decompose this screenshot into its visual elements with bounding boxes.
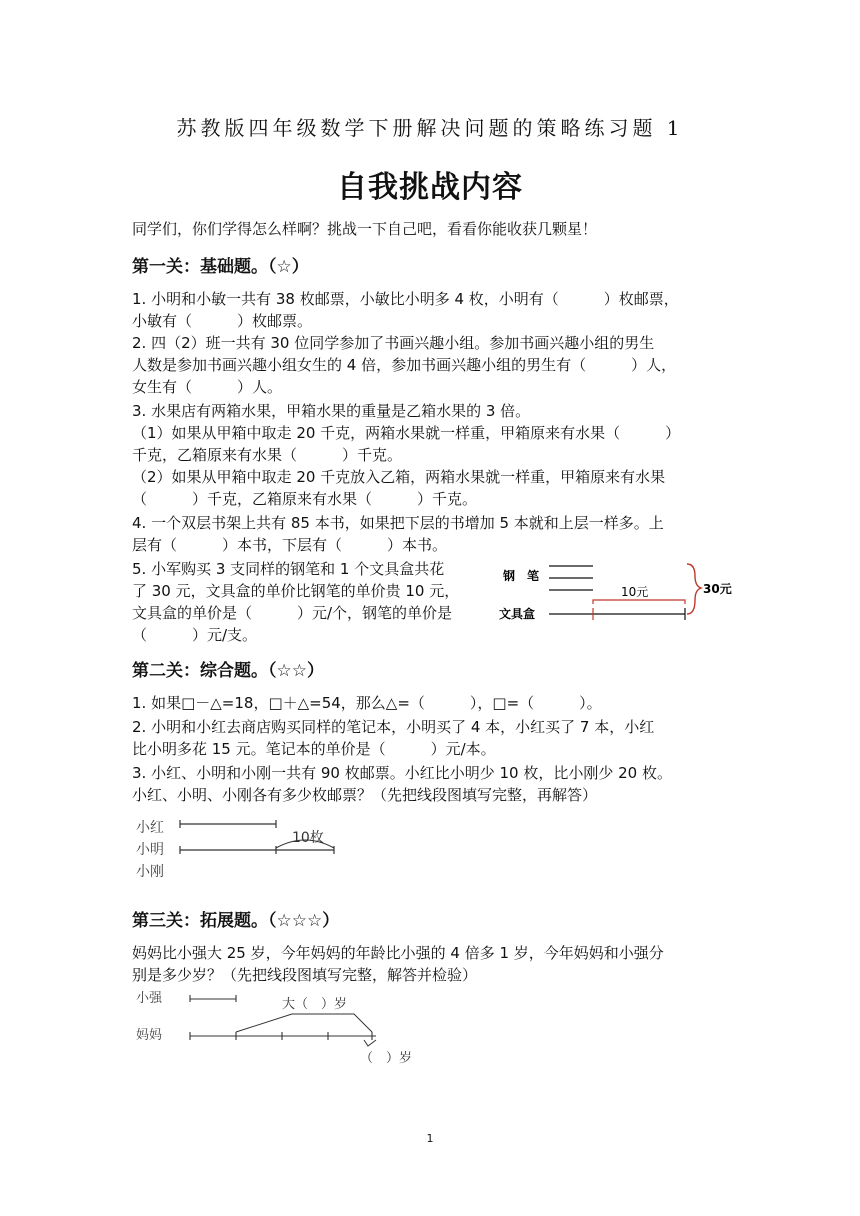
xiaohong-label: 小红 [136, 820, 164, 836]
problem-line: 1. 小明和小敏一共有 38 枚邮票，小敏比小明多 4 枚，小明有（ ）枚邮票， [132, 290, 679, 308]
box-label: 文具盒 [499, 607, 536, 621]
pen-label: 钢 笔 [503, 569, 540, 583]
problem-line: 文具盒的单价是（ ）元/个，钢笔的单价是 [132, 604, 453, 622]
xiaogang-label: 小刚 [136, 864, 164, 880]
problem-line: 了 30 元，文具盒的单价比钢笔的单价贵 10 元， [132, 582, 460, 600]
total-brace [687, 564, 701, 614]
section3-title: 第三关：拓展题。（☆☆☆） [132, 911, 340, 931]
xiaoqiang-label: 小强 [136, 991, 163, 1006]
older-label: 大（ ）岁 [282, 997, 348, 1012]
pen-box-diagram [495, 556, 735, 626]
mom-label: 妈妈 [136, 1028, 163, 1043]
diff-bracket [593, 600, 685, 604]
problem-line: （ ）元/支。 [132, 626, 258, 644]
problem-line: 层有（ ）本书，下层有（ ）本书。 [132, 536, 448, 554]
problem-line: 小红、小明、小刚各有多少枚邮票？（先把线段图填写完整，再解答） [132, 786, 598, 804]
section1-title: 第一关：基础题。（☆） [132, 257, 309, 277]
problem-line: 2. 小明和小红去商店购买同样的笔记本，小明买了 4 本，小红买了 7 本，小红 [132, 718, 655, 736]
diff-label: 10元 [621, 585, 649, 599]
problem-line: 3. 水果店有两箱水果，甲箱水果的重量是乙箱水果的 3 倍。 [132, 402, 531, 420]
stamps-diagram [130, 814, 360, 880]
problem-line: 1. 如果□－△=18，□＋△=54，那么△=（ ），□=（ ）。 [132, 694, 602, 712]
age-diagram [132, 986, 452, 1068]
total-label: 30元 [703, 582, 732, 596]
problem-line: 5. 小军购买 3 支同样的钢笔和 1 个文具盒共花 [132, 560, 445, 578]
problem-line: 别是多少岁？（先把线段图填写完整，解答并检验） [132, 966, 478, 984]
problem-line: 4. 一个双层书架上共有 85 本书，如果把下层的书增加 5 本就和上层一样多。上 [132, 514, 664, 532]
problem-line: 小敏有（ ）枚邮票。 [132, 312, 313, 330]
problem-line: 女生有（ ）人。 [132, 378, 283, 396]
problem-line: 3. 小红、小明和小刚一共有 90 枚邮票。小红比小明少 10 枚，比小刚少 20 枚。 [132, 764, 672, 782]
xiaoming-label: 小明 [136, 842, 164, 858]
document-title: 苏教版四年级数学下册解决问题的策略练习题 1 [176, 116, 684, 140]
more-brace [364, 1040, 376, 1046]
section2-title: 第二关：综合题。（☆☆） [132, 661, 324, 681]
problem-line: （1）如果从甲箱中取走 20 千克，两箱水果就一样重，甲箱原来有水果（ ） [132, 424, 681, 442]
problem-line: 比小明多花 15 元。笔记本的单价是（ ）元/本。 [132, 740, 496, 758]
problem-line: （ ）千克，乙箱原来有水果（ ）千克。 [132, 490, 478, 508]
diff-label: 10枚 [292, 830, 324, 846]
problem-line: 2. 四（2）班一共有 30 位同学参加了书画兴趣小组。参加书画兴趣小组的男生 [132, 334, 655, 352]
intro-text: 同学们，你们学得怎么样啊？挑战一下自己吧，看看你能收获几颗星！ [132, 220, 598, 238]
older-bracket [236, 1014, 372, 1032]
page-heading: 自我挑战内容 [337, 170, 523, 205]
more-label: （ ）岁 [360, 1051, 413, 1066]
problem-line: 人数是参加书画兴趣小组女生的 4 倍，参加书画兴趣小组的男生有（ ）人， [132, 356, 677, 374]
page-number: 1 [426, 1132, 434, 1145]
problem-line: （2）如果从甲箱中取走 20 千克放入乙箱，两箱水果就一样重，甲箱原来有水果 [132, 468, 666, 486]
problem-line: 千克，乙箱原来有水果（ ）千克。 [132, 446, 403, 464]
problem-line: 妈妈比小强大 25 岁，今年妈妈的年龄比小强的 4 倍多 1 岁，今年妈妈和小强分 [132, 944, 664, 962]
